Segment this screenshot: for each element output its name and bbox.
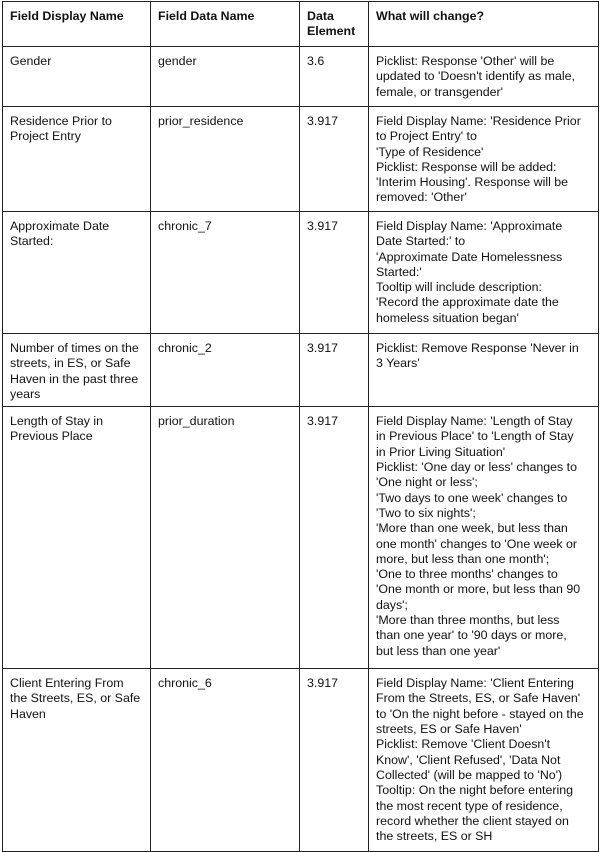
- change-description-cell: Picklist: Remove Response 'Never in 3 Years': [369, 334, 599, 407]
- data-element-cell: 3.917: [300, 107, 369, 212]
- field-display-name-cell: Residence Prior to Project Entry: [3, 107, 151, 212]
- field-display-name-cell: Length of Stay in Previous Place: [3, 407, 151, 669]
- data-element-cell: 3.917: [300, 334, 369, 407]
- header-what-will-change: What will change?: [369, 2, 599, 47]
- data-element-cell: 3.917: [300, 669, 369, 852]
- data-element-cell: 3.917: [300, 407, 369, 669]
- field-data-name-cell: chronic_6: [151, 669, 300, 852]
- table-row: [3, 47, 599, 107]
- field-display-name-cell: Approximate Date Started:: [3, 212, 151, 334]
- field-changes-table: [2, 1, 599, 852]
- change-description-cell: Field Display Name: 'Residence Prior to Project Entry' to 'Type of Residence' Picklist: Response will be added: 'Interim Housing'. Response will be removed: 'Other': [369, 107, 599, 212]
- header-field-display-name: Field Display Name: [3, 2, 151, 47]
- field-display-name-cell: Number of times on the streets, in ES, or Safe Haven in the past three years: [3, 334, 151, 407]
- data-element-cell: 3.917: [300, 212, 369, 334]
- field-data-name-cell: prior_residence: [151, 107, 300, 212]
- field-data-name-cell: prior_duration: [151, 407, 300, 669]
- change-description-cell: Picklist: Response 'Other' will be updated to 'Doesn't identify as male, female, or transgender': [369, 47, 599, 107]
- table-row: [3, 107, 599, 212]
- change-description-cell: Field Display Name: 'Length of Stay in Previous Place' to 'Length of Stay in Prior Living Situation' Picklist: 'One day or less' changes to 'One night or less'; 'Two days to one week' changes to 'Two to six nights'; 'More than one week, but less than one month' changes to 'One week or more, but less than one month'; 'One to three months' changes to 'One month or more, but less than 90 days'; 'More than three months, but less than one year' to '90 days or more, but less than one year': [369, 407, 599, 669]
- change-description-cell: Field Display Name: 'Client Entering From the Streets, ES, or Safe Haven' to 'On the night before - stayed on the streets, ES or Safe Haven' Picklist: Remove 'Client Doesn't Know', 'Client Refused', 'Data Not Collected' (will be mapped to 'No') Tooltip: On the night before entering the most recent type of residence, record whether the client stayed on the streets, ES or SH: [369, 669, 599, 852]
- header-field-data-name: Field Data Name: [151, 2, 300, 47]
- field-display-name-cell: Client Entering From the Streets, ES, or Safe Haven: [3, 669, 151, 852]
- change-description-cell: Field Display Name: 'Approximate Date Started:' to 'Approximate Date Homelessness Started:' Tooltip will include description: 'Record the approximate date the homeless situation began': [369, 212, 599, 334]
- table-row: [3, 212, 599, 334]
- header-data-element: Data Element: [300, 2, 369, 47]
- table-row: [3, 334, 599, 407]
- table-row: [3, 669, 599, 852]
- field-data-name-cell: chronic_2: [151, 334, 300, 407]
- field-data-name-cell: gender: [151, 47, 300, 107]
- field-data-name-cell: chronic_7: [151, 212, 300, 334]
- table-row: [3, 407, 599, 669]
- field-display-name-cell: Gender: [3, 47, 151, 107]
- header-row: [3, 2, 599, 47]
- data-element-cell: 3.6: [300, 47, 369, 107]
